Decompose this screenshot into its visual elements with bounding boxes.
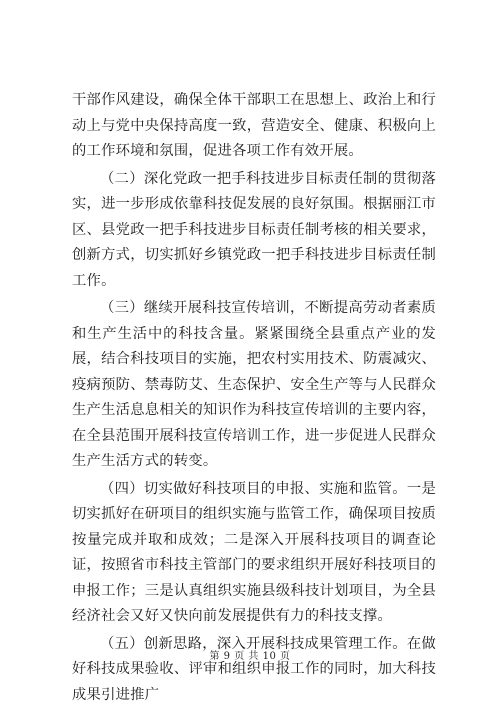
page-footer	[0, 647, 500, 662]
page-number-label: 第 9 页 共 10 页	[209, 651, 291, 662]
paragraph-section-4: （四）切实做好科技项目的申报、实施和监管。一是切实抓好在研项目的组织实施与监管工作，确保项目按质按量完成并取和成效；二是深入开展科技项目的调查论证，按照省市科技主管部门的要求组织开展好科技项目的申报工作；三是认真组织实施县级科技计划项目，为全县经济社会又好又快向前发展提供有力的科技支撑。	[72, 480, 436, 624]
paragraph-section-2: （二）深化党政一把手科技进步目标责任制的贯彻落实，进一步形成依靠科技促发展的良好氛围。根据丽江市区、县党政一把手科技进步目标责任制考核的相关要求，创新方式，切实抓好乡镇党政一把手科技进步目标责任制工作。	[72, 170, 436, 289]
paragraph-section-3: （三）继续开展科技宣传培训，不断提高劳动者素质和生产生活中的科技含量。紧紧围绕全县重点产业的发展，结合科技项目的实施，把农村实用技术、防震减灾、疫病预防、禁毒防艾、生态保护、安全生产等与人民群众生产生活息息相关的知识作为科技宣传培训的主要内容，在全县范围开展科技宣传培训工作，进一步促进人民群众生产生活方式的转变。	[72, 300, 436, 469]
paragraph-section-5: （五）创新思路，深入开展科技成果管理工作。在做好科技成果验收、评审和组织申报工作的同时，加大科技成果引进推广	[72, 635, 436, 703]
paragraph-continued: 干部作风建设，确保全体干部职工在思想上、政治上和行动上与党中央保持高度一致，营造安全、健康、积极向上的工作环境和氛围，促进各项工作有效开展。	[72, 92, 436, 159]
document-body	[72, 88, 436, 710]
